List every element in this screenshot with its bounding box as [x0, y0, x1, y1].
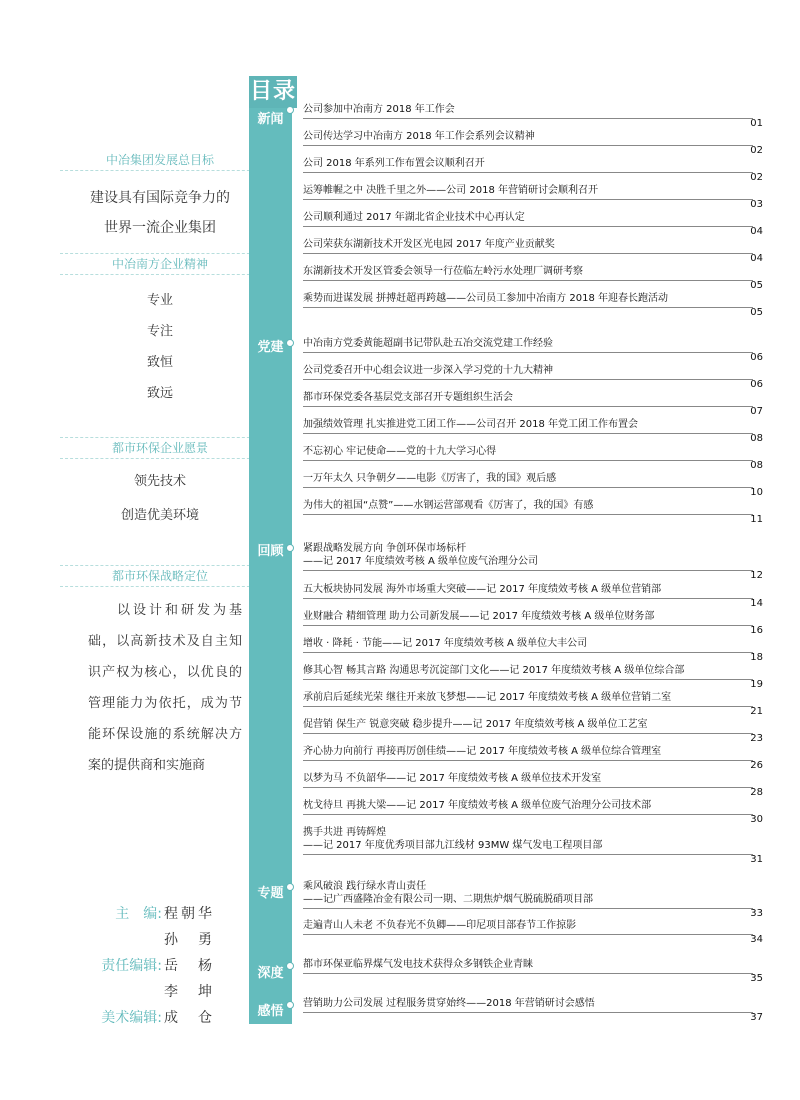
- spirit-item: 专业: [146, 293, 173, 308]
- toc-entry-title: 公司荣获东湖新技术开发区光电园 2017 年度产业贡献奖: [303, 239, 555, 250]
- toc-entry[interactable]: [303, 211, 763, 235]
- toc-entry[interactable]: [303, 472, 763, 496]
- toc-entry[interactable]: [303, 799, 763, 823]
- toc-page-number: 10: [750, 487, 763, 498]
- positioning-text: 以设计和研发为基础，以高新技术及自主知识产权为核心，以优良的管理能力为依托，成为节能环保设施的系统解决方案的提供商和实施商: [88, 603, 242, 773]
- toc-entry-title: 公司顺利通过 2017 年湖北省企业技术中心再认定: [303, 212, 525, 223]
- category-insight: 感悟: [257, 1004, 284, 1019]
- toc-page-number: 31: [750, 854, 763, 865]
- toc-entry[interactable]: [303, 265, 763, 289]
- toc-page-number: 06: [750, 352, 763, 363]
- toc-entry-title: 都市环保亚临界煤气发电技术获得众多钢铁企业青睐: [303, 959, 533, 970]
- toc-leader-line: [303, 598, 753, 599]
- toc-entry[interactable]: [303, 337, 763, 361]
- toc-leader-line: [303, 760, 753, 761]
- toc-entry[interactable]: [303, 880, 763, 919]
- toc-entry[interactable]: [303, 664, 763, 688]
- goal-line-2: 世界一流企业集团: [104, 220, 216, 236]
- toc-entry[interactable]: [303, 445, 763, 469]
- toc-leader-line: [303, 379, 753, 380]
- toc-page-number: 28: [750, 787, 763, 798]
- credit-name: 李 坤: [164, 984, 215, 1000]
- section-dot: [286, 339, 294, 347]
- goal-line-1: 建设具有国际竞争力的: [90, 190, 230, 206]
- toc-entry-title: 走遍青山人未老 不负春光不负卿——印尼项目部春节工作掠影: [303, 920, 577, 931]
- toc-page-number: 21: [750, 706, 763, 717]
- toc-entry[interactable]: [303, 542, 763, 581]
- toc-leader-line: [303, 253, 753, 254]
- toc-page-number: 34: [750, 934, 763, 945]
- toc-entry-title: 促营销 保生产 锐意突破 稳步提升——记 2017 年度绩效考核 A 级单位工艺室: [303, 719, 648, 730]
- section-dot: [286, 883, 294, 891]
- toc-entry-title: 乘风破浪 践行绿水青山责任: [303, 881, 427, 892]
- toc-entry[interactable]: [303, 103, 763, 127]
- toc-leader-line: [303, 570, 753, 571]
- toc-entry-title: 公司党委召开中心组会议进一步深入学习党的十九大精神: [303, 365, 553, 376]
- toc-leader-line: [303, 973, 753, 974]
- credits: [96, 901, 215, 1031]
- section-dot: [286, 1001, 294, 1009]
- toc-entry[interactable]: [303, 499, 763, 523]
- toc-leader-line: [303, 280, 753, 281]
- positioning-heading: 都市环保战略定位: [60, 565, 260, 587]
- toc-entry-title: ——记广西盛隆冶金有限公司一期、二期焦炉烟气脱硫脱硝项目部: [303, 894, 593, 905]
- section-dot: [286, 106, 294, 114]
- toc-entry-title: 齐心协力向前行 再接再厉创佳绩——记 2017 年度绩效考核 A 级单位综合管理室: [303, 746, 662, 757]
- credit-label: 责任编辑:: [101, 958, 162, 974]
- toc-entry-title: 运筹帷幄之中 决胜千里之外——公司 2018 年营销研讨会顺利召开: [303, 185, 598, 196]
- vision-list: [60, 465, 260, 533]
- toc-entry[interactable]: [303, 238, 763, 262]
- toc-page-number: 23: [750, 733, 763, 744]
- toc-entry[interactable]: [303, 718, 763, 742]
- spirit-heading: 中冶南方企业精神: [60, 253, 260, 275]
- section-dot: [286, 544, 294, 552]
- spirit-item: 致恒: [146, 355, 173, 370]
- toc-page-number: 16: [750, 625, 763, 636]
- spirit-list: [60, 285, 260, 409]
- toc-entry-title: 携手共进 再铸辉煌: [303, 827, 387, 838]
- section-dot: [286, 962, 294, 970]
- toc-page-number: 03: [750, 199, 763, 210]
- toc-leader-line: [303, 307, 753, 308]
- toc-entry-title: 增收 · 降耗 · 节能——记 2017 年度绩效考核 A 级单位大丰公司: [303, 638, 588, 649]
- toc-entry-title: 公司 2018 年系列工作布置会议顺利召开: [303, 158, 485, 169]
- toc-entry[interactable]: [303, 772, 763, 796]
- category-review: 回顾: [257, 544, 284, 559]
- category-news: 新闻: [257, 112, 284, 127]
- toc-entry-title: 中冶南方党委黄能超副书记带队赴五冶交流党建工作经验: [303, 338, 553, 349]
- toc-entry[interactable]: [303, 919, 763, 943]
- category-depth: 深度: [257, 966, 284, 981]
- toc-page-number: 19: [750, 679, 763, 690]
- toc-page-number: 18: [750, 652, 763, 663]
- credit-name: 孙 勇: [164, 932, 215, 948]
- toc-entry[interactable]: [303, 130, 763, 154]
- toc-entry-title: 不忘初心 牢记使命——党的十九大学习心得: [303, 446, 497, 457]
- toc-entry-title: 加强绩效管理 扎实推进党工团工作——公司召开 2018 年党工团工作布置会: [303, 419, 638, 430]
- toc-entry-title: 修其心智 畅其言路 沟通思考沉淀部门文化——记 2017 年度绩效考核 A 级单位综合部: [303, 665, 685, 676]
- toc-entry[interactable]: [303, 184, 763, 208]
- toc-page-number: 05: [750, 307, 763, 318]
- vision-item: 创造优美环境: [120, 508, 199, 523]
- toc-leader-line: [303, 433, 753, 434]
- toc-entry-title: 五大板块协同发展 海外市场重大突破——记 2017 年度绩效考核 A 级单位营销部: [303, 584, 662, 595]
- toc-leader-line: [303, 199, 753, 200]
- category-special: 专题: [257, 886, 284, 901]
- toc-page-number: 04: [750, 226, 763, 237]
- toc-leader-line: [303, 854, 753, 855]
- toc-entry-title: 为伟大的祖国“点赞”——水钢运营部观看《厉害了，我的国》有感: [303, 500, 594, 511]
- toc-leader-line: [303, 908, 753, 909]
- credit-name: 程朝华: [164, 906, 215, 922]
- toc-leader-line: [303, 625, 753, 626]
- toc-entry-title: ——记 2017 年度绩效考核 A 级单位废气治理分公司: [303, 556, 539, 567]
- toc-entry-title: 以梦为马 不负韶华——记 2017 年度绩效考核 A 级单位技术开发室: [303, 773, 602, 784]
- toc-leader-line: [303, 1012, 753, 1013]
- toc-entry-title: 公司传达学习中冶南方 2018 年工作会系列会议精神: [303, 131, 535, 142]
- vision-heading: 都市环保企业愿景: [60, 437, 260, 459]
- toc-leader-line: [303, 460, 753, 461]
- toc-leader-line: [303, 514, 753, 515]
- toc-leader-line: [303, 406, 753, 407]
- toc-entry-title: 业财融合 精细管理 助力公司新发展——记 2017 年度绩效考核 A 级单位财务部: [303, 611, 655, 622]
- toc-entry[interactable]: [303, 997, 763, 1021]
- toc-page-number: 02: [750, 172, 763, 183]
- toc-leader-line: [303, 814, 753, 815]
- toc-entry[interactable]: [303, 958, 763, 982]
- toc-entry-title: 枕戈待旦 再挑大梁——记 2017 年度绩效考核 A 级单位废气治理分公司技术部: [303, 800, 652, 811]
- toc-entry-title: 一万年太久 只争朝夕——电影《厉害了，我的国》观后感: [303, 473, 557, 484]
- toc-entry[interactable]: [303, 418, 763, 442]
- toc-entry-title: 紧跟战略发展方向 争创环保市场标杆: [303, 543, 467, 554]
- credit-name: 岳 杨: [164, 958, 215, 974]
- toc-page-number: 02: [750, 145, 763, 156]
- vision-item: 领先技术: [133, 474, 186, 489]
- toc-page-number: 30: [750, 814, 763, 825]
- credit-label: 主 编:: [115, 906, 162, 922]
- toc-entry[interactable]: [303, 583, 763, 607]
- category-party: 党建: [257, 340, 284, 355]
- toc-entry-title: 都市环保党委各基层党支部召开专题组织生活会: [303, 392, 513, 403]
- toc-entry-title: 营销助力公司发展 过程服务贯穿始终——2018 年营销研讨会感悟: [303, 998, 595, 1009]
- toc-page-number: 12: [750, 570, 763, 581]
- toc-leader-line: [303, 787, 753, 788]
- toc-entry[interactable]: [303, 364, 763, 388]
- toc-leader-line: [303, 352, 753, 353]
- spirit-item: 专注: [146, 324, 173, 339]
- toc-entry-title: 东湖新技术开发区管委会领导一行莅临左岭污水处理厂调研考察: [303, 266, 583, 277]
- toc-entry[interactable]: [303, 391, 763, 415]
- toc-page-number: 11: [750, 514, 763, 525]
- toc-entry-title: 承前启后延续光荣 继往开来放飞梦想——记 2017 年度绩效考核 A 级单位营销二室: [303, 692, 672, 703]
- toc-page-number: 35: [750, 973, 763, 984]
- toc-page-number: 08: [750, 433, 763, 444]
- toc-leader-line: [303, 934, 753, 935]
- toc-page-number: 08: [750, 460, 763, 471]
- toc-title: 目录: [249, 76, 297, 108]
- toc-leader-line: [303, 172, 753, 173]
- toc-leader-line: [303, 145, 753, 146]
- goal-heading: 中冶集团发展总目标: [60, 150, 260, 171]
- toc-entry[interactable]: [303, 610, 763, 634]
- toc-page-number: 05: [750, 280, 763, 291]
- toc-entry[interactable]: [303, 826, 763, 865]
- toc-entry[interactable]: [303, 157, 763, 181]
- toc-page-number: 26: [750, 760, 763, 771]
- credit-label: 美术编辑:: [101, 1010, 162, 1026]
- toc-leader-line: [303, 652, 753, 653]
- toc-entry[interactable]: [303, 637, 763, 661]
- toc-entry[interactable]: [303, 691, 763, 715]
- toc-entry-title: 公司参加中冶南方 2018 年工作会: [303, 104, 455, 115]
- toc-page-number: 04: [750, 253, 763, 264]
- toc-leader-line: [303, 733, 753, 734]
- spirit-item: 致远: [146, 386, 173, 401]
- toc-leader-line: [303, 679, 753, 680]
- toc-page-number: 37: [750, 1012, 763, 1023]
- toc-page-number: 14: [750, 598, 763, 609]
- toc-entry[interactable]: [303, 745, 763, 769]
- toc-page-number: 33: [750, 908, 763, 919]
- toc-leader-line: [303, 487, 753, 488]
- toc-leader-line: [303, 226, 753, 227]
- left-column: [60, 150, 260, 781]
- toc-page-number: 07: [750, 406, 763, 417]
- toc-leader-line: [303, 706, 753, 707]
- toc-page-number: 06: [750, 379, 763, 390]
- toc-leader-line: [303, 118, 753, 119]
- toc-entry-title: 乘势而进谋发展 拼搏赶超再跨越——公司员工参加中冶南方 2018 年迎春长跑活动: [303, 293, 668, 304]
- toc-entry-title: ——记 2017 年度优秀项目部九江线材 93MW 煤气发电工程项目部: [303, 840, 603, 851]
- credit-name: 成 仓: [164, 1010, 215, 1026]
- toc-page-number: 01: [750, 118, 763, 129]
- toc-entry[interactable]: [303, 292, 763, 316]
